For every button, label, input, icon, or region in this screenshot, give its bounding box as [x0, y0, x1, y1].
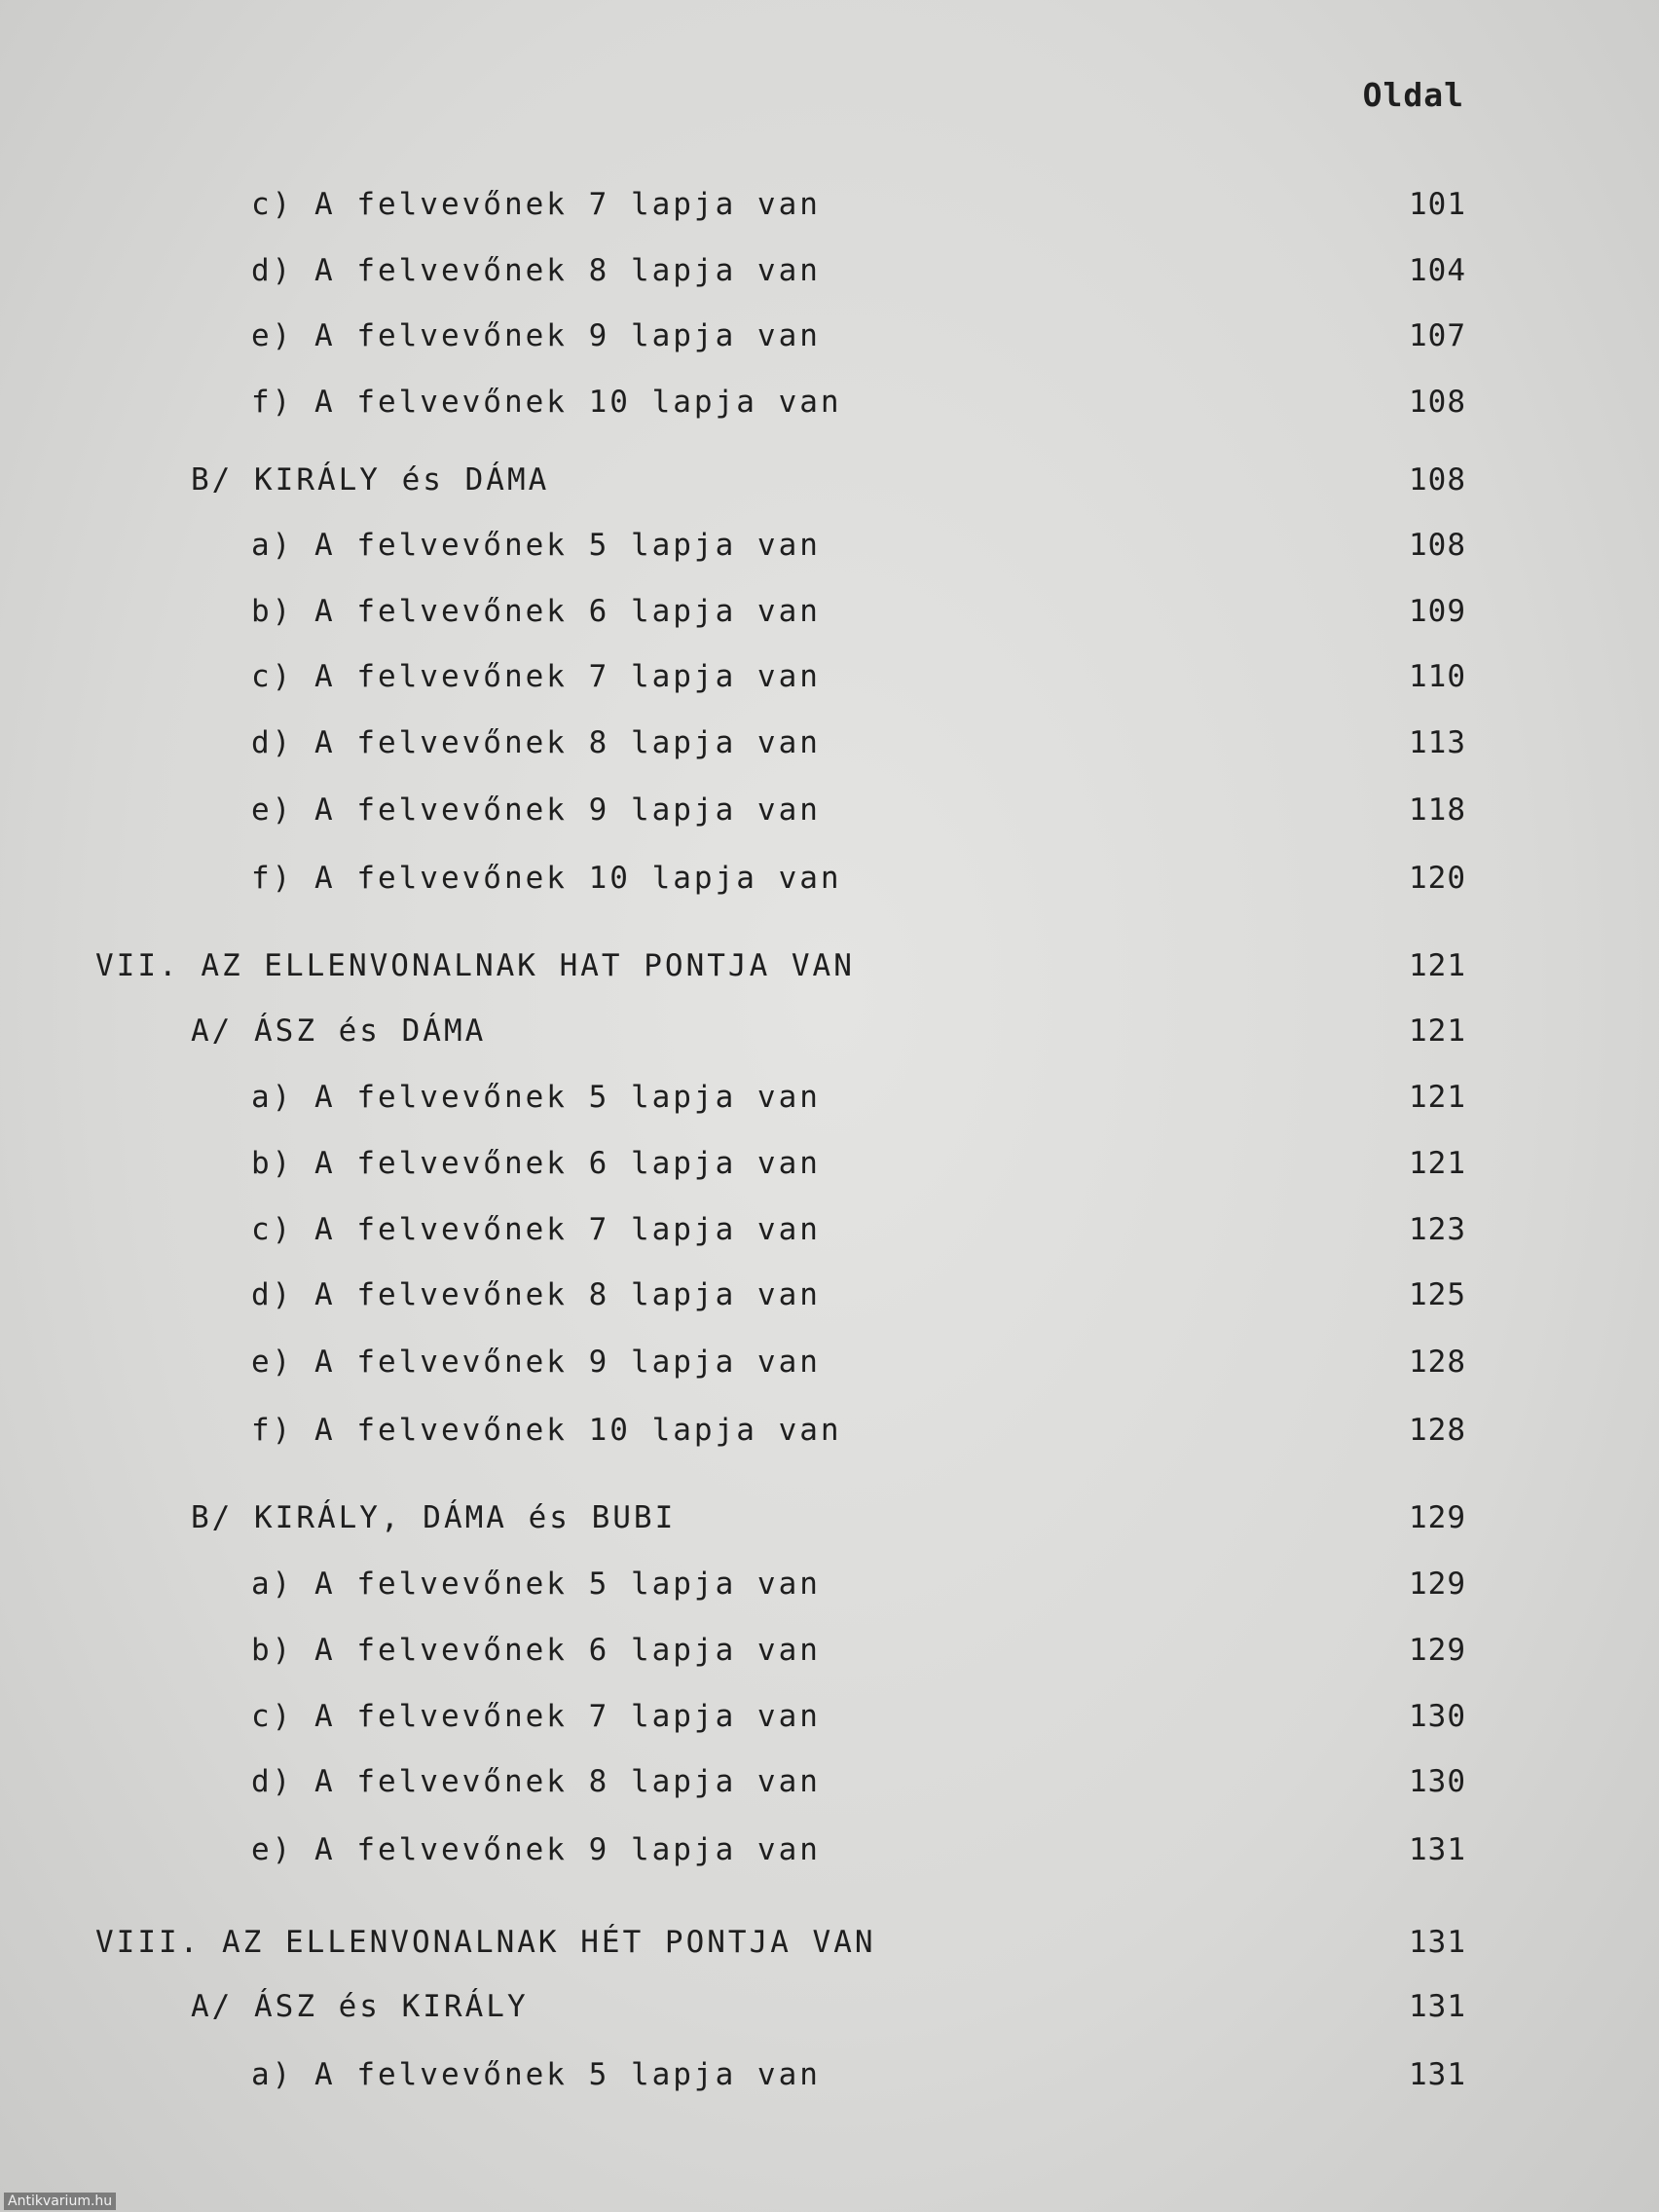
subsection-title: a) A felvevőnek 5 lapja van — [251, 2057, 821, 2092]
subsection-title: c) A felvevőnek 7 lapja van — [251, 659, 821, 694]
page-number: 120 — [1409, 861, 1466, 896]
subsection-title: a) A felvevőnek 5 lapja van — [251, 528, 821, 563]
subsection-title: f) A felvevőnek 10 lapja van — [251, 861, 842, 896]
subsection-title: c) A felvevőnek 7 lapja van — [251, 1212, 821, 1247]
subsection-title: e) A felvevőnek 9 lapja van — [251, 1832, 821, 1867]
subsection-title: d) A felvevőnek 8 lapja van — [251, 253, 821, 288]
subsection-title: b) A felvevőnek 6 lapja van — [251, 1633, 821, 1668]
page-number: 129 — [1409, 1633, 1466, 1668]
page-number: 121 — [1409, 1080, 1466, 1115]
page-number: 131 — [1409, 1989, 1466, 2024]
chapter-title: VIII. AZ ELLENVONALNAK HÉT PONTJA VAN — [95, 1925, 876, 1960]
subsection-title: f) A felvevőnek 10 lapja van — [251, 385, 842, 420]
section-title: A/ ÁSZ és DÁMA — [191, 1014, 487, 1049]
subsection-title: d) A felvevőnek 8 lapja van — [251, 725, 821, 760]
subsection-title: a) A felvevőnek 5 lapja van — [251, 1567, 821, 1602]
page-number: 110 — [1409, 659, 1466, 694]
section-title: B/ KIRÁLY és DÁMA — [191, 462, 550, 498]
page-number: 129 — [1409, 1567, 1466, 1602]
page-number: 121 — [1409, 1014, 1466, 1049]
page-number: 108 — [1409, 462, 1466, 498]
subsection-title: d) A felvevőnek 8 lapja van — [251, 1764, 821, 1799]
subsection-title: a) A felvevőnek 5 lapja van — [251, 1080, 821, 1115]
page-number: 113 — [1409, 725, 1466, 760]
page-number: 104 — [1409, 253, 1466, 288]
subsection-title: c) A felvevőnek 7 lapja van — [251, 1699, 821, 1734]
page-number: 131 — [1409, 2057, 1466, 2092]
page-number: 107 — [1409, 318, 1466, 353]
page-number: 128 — [1409, 1345, 1466, 1380]
page-number: 125 — [1409, 1277, 1466, 1312]
subsection-title: e) A felvevőnek 9 lapja van — [251, 318, 821, 353]
subsection-title: d) A felvevőnek 8 lapja van — [251, 1277, 821, 1312]
section-title: A/ ÁSZ és KIRÁLY — [191, 1989, 529, 2024]
page-number: 109 — [1409, 594, 1466, 629]
subsection-title: c) A felvevőnek 7 lapja van — [251, 187, 821, 222]
subsection-title: e) A felvevőnek 9 lapja van — [251, 1345, 821, 1380]
page-number: 131 — [1409, 1925, 1466, 1960]
page-number: 130 — [1409, 1699, 1466, 1734]
page-number: 118 — [1409, 793, 1466, 828]
page-number: 129 — [1409, 1500, 1466, 1535]
subsection-title: f) A felvevőnek 10 lapja van — [251, 1413, 842, 1448]
page-number: 128 — [1409, 1413, 1466, 1448]
chapter-title: VII. AZ ELLENVONALNAK HAT PONTJA VAN — [95, 948, 855, 983]
page-number: 108 — [1409, 385, 1466, 420]
subsection-title: b) A felvevőnek 6 lapja van — [251, 594, 821, 629]
page-number: 131 — [1409, 1832, 1466, 1867]
page-number: 123 — [1409, 1212, 1466, 1247]
subsection-title: e) A felvevőnek 9 lapja van — [251, 793, 821, 828]
watermark: Antikvarium.hu — [4, 2193, 116, 2210]
page-column-header: Oldal — [1362, 76, 1464, 114]
page-number: 121 — [1409, 948, 1466, 983]
page-number: 130 — [1409, 1764, 1466, 1799]
page-number: 101 — [1409, 187, 1466, 222]
page-number: 121 — [1409, 1146, 1466, 1181]
page-number: 108 — [1409, 528, 1466, 563]
subsection-title: b) A felvevőnek 6 lapja van — [251, 1146, 821, 1181]
section-title: B/ KIRÁLY, DÁMA és BUBI — [191, 1500, 677, 1535]
